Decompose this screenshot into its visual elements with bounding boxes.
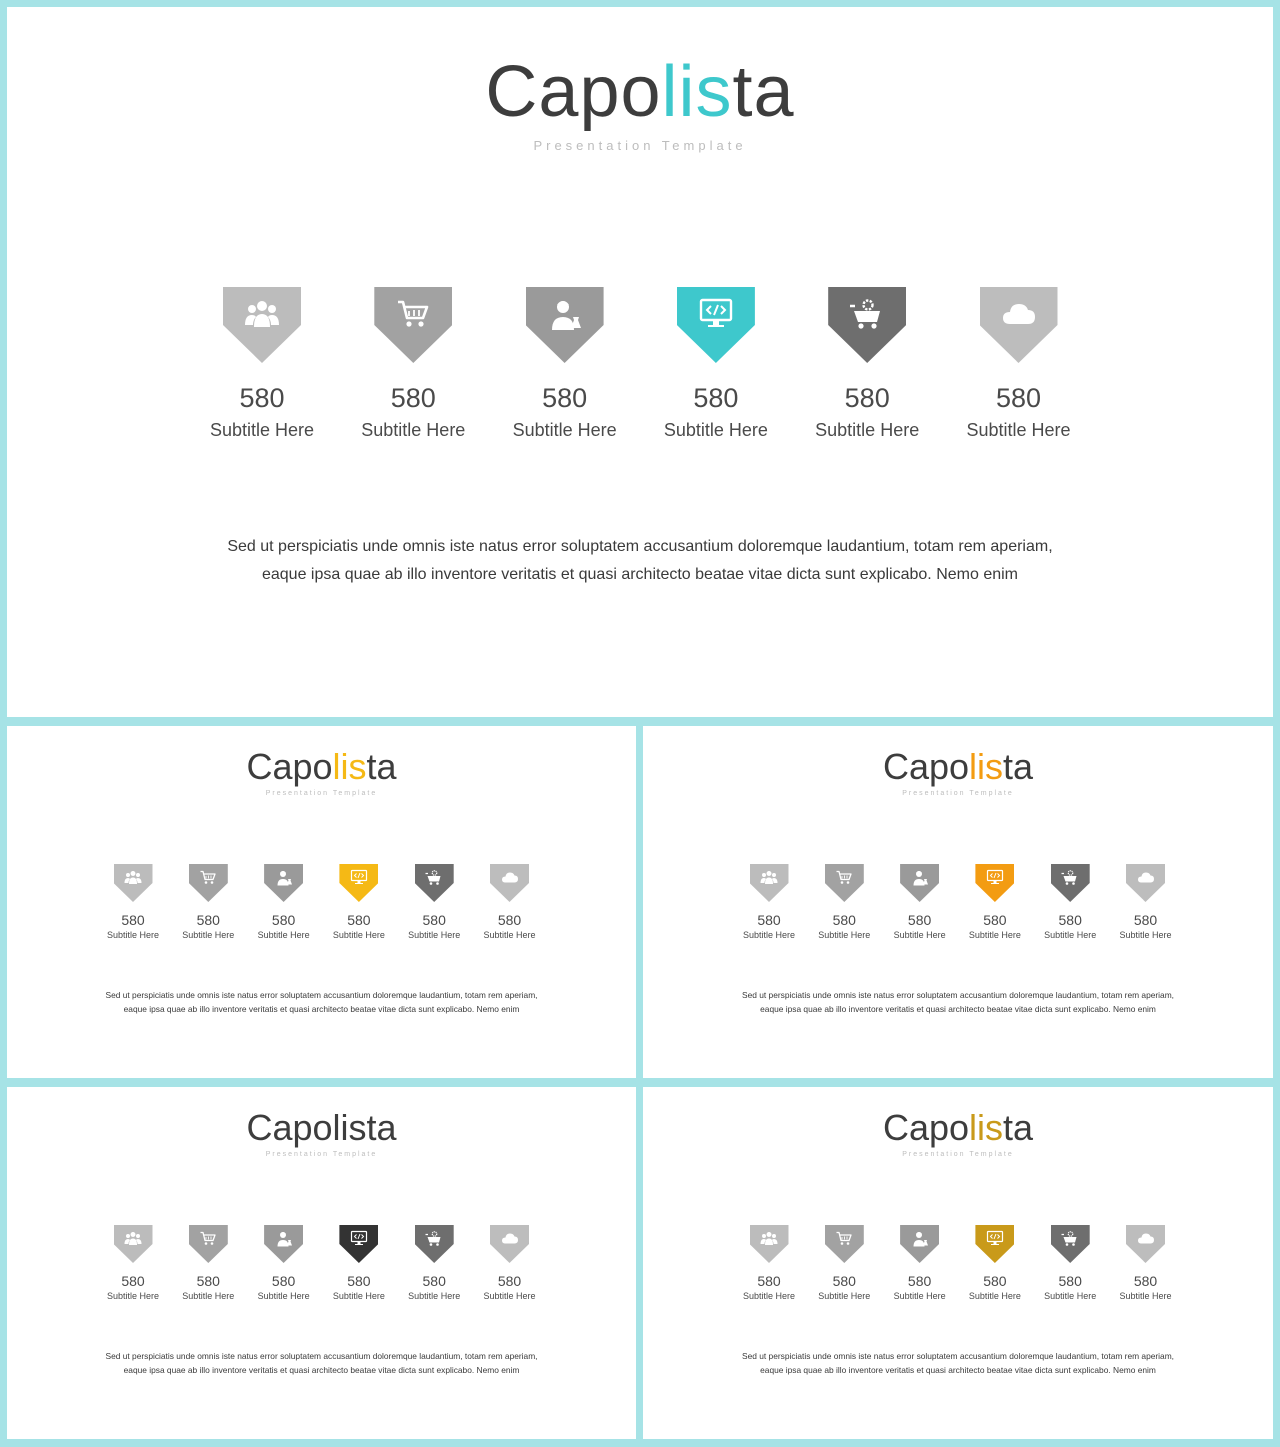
stat-value: 580 xyxy=(271,912,296,928)
title-part-accent: lis xyxy=(969,1107,1004,1148)
slide-title xyxy=(7,1107,636,1149)
body-line: Sed ut perspiciatis unde omnis iste natus error soluptatem accusantium doloremque laudantium, totam rem aperiam, xyxy=(227,538,1053,555)
pentagon-badge xyxy=(677,287,755,363)
body-text xyxy=(643,1349,1273,1377)
cart-icon xyxy=(199,1230,217,1247)
stat-value: 580 xyxy=(196,912,220,928)
body-line: eaque ipsa quae ab illo inventore veritatis et quasi architecto beatae vitae dicta sunt explicabo. Nemo enim xyxy=(123,1004,520,1014)
pentagon-badge xyxy=(975,1225,1014,1263)
title-part-accent: lis xyxy=(332,746,367,787)
pentagon-badge xyxy=(223,287,301,363)
slide-subtitle: Presentation Template xyxy=(265,1151,378,1158)
stat-value: 580 xyxy=(422,1273,446,1289)
stat-value: 580 xyxy=(1133,912,1158,928)
pentagon-badge xyxy=(189,1225,228,1263)
stat-item xyxy=(473,864,547,944)
cloud-icon xyxy=(1137,869,1155,886)
stat-value: 580 xyxy=(757,1273,781,1289)
title-part-1: Capo xyxy=(882,746,970,787)
stat-label: Subtitle Here xyxy=(332,930,385,940)
stat-value: 580 xyxy=(347,912,371,928)
pentagon-badge xyxy=(825,1225,864,1263)
stat-value: 580 xyxy=(196,1273,220,1289)
stat-label: Subtitle Here xyxy=(361,420,466,440)
stat-item xyxy=(473,1225,547,1305)
cloud-icon xyxy=(501,1230,519,1247)
users-icon xyxy=(760,1230,778,1247)
title-part-accent: lis xyxy=(969,746,1004,787)
stat-item xyxy=(171,864,245,944)
stat-label: Subtitle Here xyxy=(209,420,315,440)
pentagon-badge xyxy=(526,287,604,363)
body-line: eaque ipsa quae ab illo inventore veritatis et quasi architecto beatae vitae dicta sunt explicabo. Nemo enim xyxy=(760,1365,1156,1375)
stat-value: 580 xyxy=(995,383,1042,413)
stat-value: 580 xyxy=(422,912,446,928)
stat-value: 580 xyxy=(121,912,145,928)
stat-label: Subtitle Here xyxy=(512,420,617,440)
stat-item xyxy=(1109,864,1183,944)
cart-gear-icon xyxy=(849,297,885,331)
slide-title xyxy=(7,51,1273,133)
body-text xyxy=(7,988,636,1016)
stat-value: 580 xyxy=(832,912,856,928)
icon-row xyxy=(643,1225,1273,1305)
stat-value: 580 xyxy=(347,1273,371,1289)
pentagon-badge xyxy=(1051,1225,1090,1263)
scientist-icon xyxy=(547,297,583,331)
stat-label: Subtitle Here xyxy=(257,930,310,940)
stat-item xyxy=(1033,1225,1107,1305)
stat-value: 580 xyxy=(693,383,739,413)
stat-label: Subtitle Here xyxy=(257,1291,310,1301)
stat-item xyxy=(397,864,471,944)
cart-icon xyxy=(395,297,431,331)
slide-thumbnail-dark[interactable] xyxy=(7,1087,636,1439)
title-part-accent: lis xyxy=(332,1107,367,1148)
stat-item xyxy=(322,864,396,944)
stat-item xyxy=(96,1225,170,1305)
pentagon-badge xyxy=(114,864,153,902)
pentagon-badge xyxy=(825,864,864,902)
monitor-code-icon xyxy=(986,1230,1004,1247)
slide-main[interactable] xyxy=(7,7,1273,717)
pentagon-badge xyxy=(339,1225,378,1263)
title-part-1: Capo xyxy=(246,746,333,787)
icon-row xyxy=(7,864,636,944)
stat-label: Subtitle Here xyxy=(663,420,768,440)
title-part-3: ta xyxy=(1003,1107,1034,1148)
stat-item xyxy=(807,1225,881,1305)
stat-value: 580 xyxy=(1133,1273,1158,1289)
stat-label: Subtitle Here xyxy=(332,1291,385,1301)
pentagon-badge xyxy=(1126,864,1165,902)
slide-thumbnail-orange[interactable] xyxy=(643,726,1273,1078)
stat-value: 580 xyxy=(271,1273,296,1289)
stat-value: 580 xyxy=(239,383,285,413)
body-line: eaque ipsa quae ab illo inventore veritatis et quasi architecto beatae vitae dicta sunt explicabo. Nemo enim xyxy=(261,566,1018,583)
stat-value: 580 xyxy=(844,383,890,413)
pentagon-badge xyxy=(750,1225,789,1263)
stat-item xyxy=(490,287,640,457)
stat-value: 580 xyxy=(983,1273,1007,1289)
cloud-icon xyxy=(501,869,519,886)
stat-label: Subtitle Here xyxy=(1044,1291,1097,1301)
stat-item xyxy=(883,864,957,944)
pentagon-badge xyxy=(900,1225,939,1263)
stat-value: 580 xyxy=(497,1273,522,1289)
stat-item xyxy=(96,864,170,944)
body-line: Sed ut perspiciatis unde omnis iste natus error soluptatem accusantium doloremque laudantium, totam rem aperiam, xyxy=(105,1351,538,1361)
pentagon-badge xyxy=(189,864,228,902)
stat-item xyxy=(792,287,942,457)
title-part-1: Capo xyxy=(246,1107,333,1148)
stat-label: Subtitle Here xyxy=(1119,930,1172,940)
stat-item xyxy=(171,1225,245,1305)
stat-label: Subtitle Here xyxy=(182,1291,235,1301)
title-part-3: ta xyxy=(366,746,397,787)
pentagon-badge xyxy=(750,864,789,902)
stat-value: 580 xyxy=(497,912,522,928)
stat-value: 580 xyxy=(983,912,1007,928)
title-part-accent: lis xyxy=(661,52,733,132)
body-line: eaque ipsa quae ab illo inventore veritatis et quasi architecto beatae vitae dicta sunt explicabo. Nemo enim xyxy=(123,1365,520,1375)
stat-label: Subtitle Here xyxy=(818,930,871,940)
pentagon-badge xyxy=(114,1225,153,1263)
pentagon-badge xyxy=(828,287,906,363)
scientist-icon xyxy=(911,1230,929,1247)
cart-icon xyxy=(835,1230,853,1247)
pentagon-badge xyxy=(900,864,939,902)
stat-label: Subtitle Here xyxy=(106,1291,160,1301)
body-line: Sed ut perspiciatis unde omnis iste natus error soluptatem accusantium doloremque laudantium, totam rem aperiam, xyxy=(105,990,538,1000)
stat-label: Subtitle Here xyxy=(483,1291,536,1301)
stat-value: 580 xyxy=(907,1273,932,1289)
stat-item xyxy=(322,1225,396,1305)
stat-value: 580 xyxy=(832,1273,856,1289)
stat-value: 580 xyxy=(1058,912,1082,928)
stat-value: 580 xyxy=(1058,1273,1082,1289)
stat-item xyxy=(338,287,488,457)
monitor-code-icon xyxy=(350,1230,368,1247)
users-icon xyxy=(244,297,280,331)
pentagon-badge xyxy=(374,287,452,363)
stat-label: Subtitle Here xyxy=(968,930,1021,940)
stat-item xyxy=(958,864,1032,944)
title-part-1: Capo xyxy=(882,1107,970,1148)
title-part-1: Capo xyxy=(485,52,662,132)
pentagon-badge xyxy=(339,864,378,902)
stat-item xyxy=(187,287,337,457)
users-icon xyxy=(124,869,142,886)
cart-gear-icon xyxy=(425,869,443,886)
pentagon-badge xyxy=(264,1225,303,1263)
slide-subtitle: Presentation Template xyxy=(902,790,1014,797)
stat-item xyxy=(247,864,321,944)
icon-row xyxy=(643,864,1273,944)
stat-label: Subtitle Here xyxy=(818,1291,871,1301)
cloud-icon xyxy=(1137,1230,1155,1247)
title-part-3: ta xyxy=(366,1107,397,1148)
stat-label: Subtitle Here xyxy=(106,930,160,940)
stat-value: 580 xyxy=(121,1273,145,1289)
body-line: Sed ut perspiciatis unde omnis iste natus error soluptatem accusantium doloremque laudantium, totam rem aperiam, xyxy=(742,1351,1174,1361)
stat-item xyxy=(247,1225,321,1305)
slide-title xyxy=(7,746,636,788)
pentagon-badge xyxy=(1126,1225,1165,1263)
slide-thumbnail-gold[interactable] xyxy=(643,1087,1273,1439)
scientist-icon xyxy=(911,869,929,886)
pentagon-badge xyxy=(490,864,529,902)
stat-label: Subtitle Here xyxy=(408,930,461,940)
pentagon-badge xyxy=(415,1225,454,1263)
stat-item xyxy=(732,864,806,944)
stat-label: Subtitle Here xyxy=(742,1291,796,1301)
stat-value: 580 xyxy=(390,383,436,413)
slide-subtitle: Presentation Template xyxy=(533,138,747,153)
stat-label: Subtitle Here xyxy=(893,930,946,940)
slide-subtitle: Presentation Template xyxy=(902,1151,1014,1158)
users-icon xyxy=(760,869,778,886)
stat-label: Subtitle Here xyxy=(1119,1291,1172,1301)
stat-label: Subtitle Here xyxy=(1044,930,1097,940)
pentagon-badge xyxy=(975,864,1014,902)
cart-gear-icon xyxy=(1061,869,1079,886)
stat-value: 580 xyxy=(907,912,932,928)
cloud-icon xyxy=(1001,297,1037,331)
stat-item xyxy=(397,1225,471,1305)
stat-value: 580 xyxy=(757,912,781,928)
stat-label: Subtitle Here xyxy=(742,930,796,940)
scientist-icon xyxy=(275,1230,293,1247)
body-line: Sed ut perspiciatis unde omnis iste natus error soluptatem accusantium doloremque laudantium, totam rem aperiam, xyxy=(742,990,1174,1000)
pentagon-badge xyxy=(980,287,1058,363)
stat-item xyxy=(732,1225,806,1305)
title-part-3: ta xyxy=(1003,746,1034,787)
stat-label: Subtitle Here xyxy=(815,420,920,440)
cart-icon xyxy=(835,869,853,886)
icon-row xyxy=(7,287,1273,457)
stat-label: Subtitle Here xyxy=(408,1291,461,1301)
slide-thumbnail-yellow[interactable] xyxy=(7,726,636,1078)
scientist-icon xyxy=(275,869,293,886)
title-part-3: ta xyxy=(732,52,795,132)
stat-item xyxy=(944,287,1094,457)
pentagon-badge xyxy=(1051,864,1090,902)
icon-row xyxy=(7,1225,636,1305)
stat-label: Subtitle Here xyxy=(182,930,235,940)
stat-value: 580 xyxy=(542,383,588,413)
stat-item xyxy=(1033,864,1107,944)
monitor-code-icon xyxy=(698,297,734,331)
stat-item xyxy=(958,1225,1032,1305)
stat-item xyxy=(807,864,881,944)
body-text xyxy=(7,1349,636,1377)
cart-gear-icon xyxy=(1061,1230,1079,1247)
monitor-code-icon xyxy=(350,869,368,886)
slide-title xyxy=(643,1107,1273,1149)
cart-gear-icon xyxy=(425,1230,443,1247)
monitor-code-icon xyxy=(986,869,1004,886)
body-text xyxy=(643,988,1273,1016)
users-icon xyxy=(124,1230,142,1247)
pentagon-badge xyxy=(264,864,303,902)
slide-subtitle: Presentation Template xyxy=(265,790,378,797)
cart-icon xyxy=(199,869,217,886)
pentagon-badge xyxy=(490,1225,529,1263)
stat-label: Subtitle Here xyxy=(483,930,536,940)
stat-label: Subtitle Here xyxy=(968,1291,1021,1301)
stat-item xyxy=(883,1225,957,1305)
stat-label: Subtitle Here xyxy=(893,1291,946,1301)
body-text xyxy=(7,533,1273,589)
slide-title xyxy=(643,746,1273,788)
pentagon-badge xyxy=(415,864,454,902)
stat-label: Subtitle Here xyxy=(966,420,1071,440)
stat-item xyxy=(1109,1225,1183,1305)
stat-item xyxy=(641,287,791,457)
body-line: eaque ipsa quae ab illo inventore veritatis et quasi architecto beatae vitae dicta sunt explicabo. Nemo enim xyxy=(760,1004,1156,1014)
